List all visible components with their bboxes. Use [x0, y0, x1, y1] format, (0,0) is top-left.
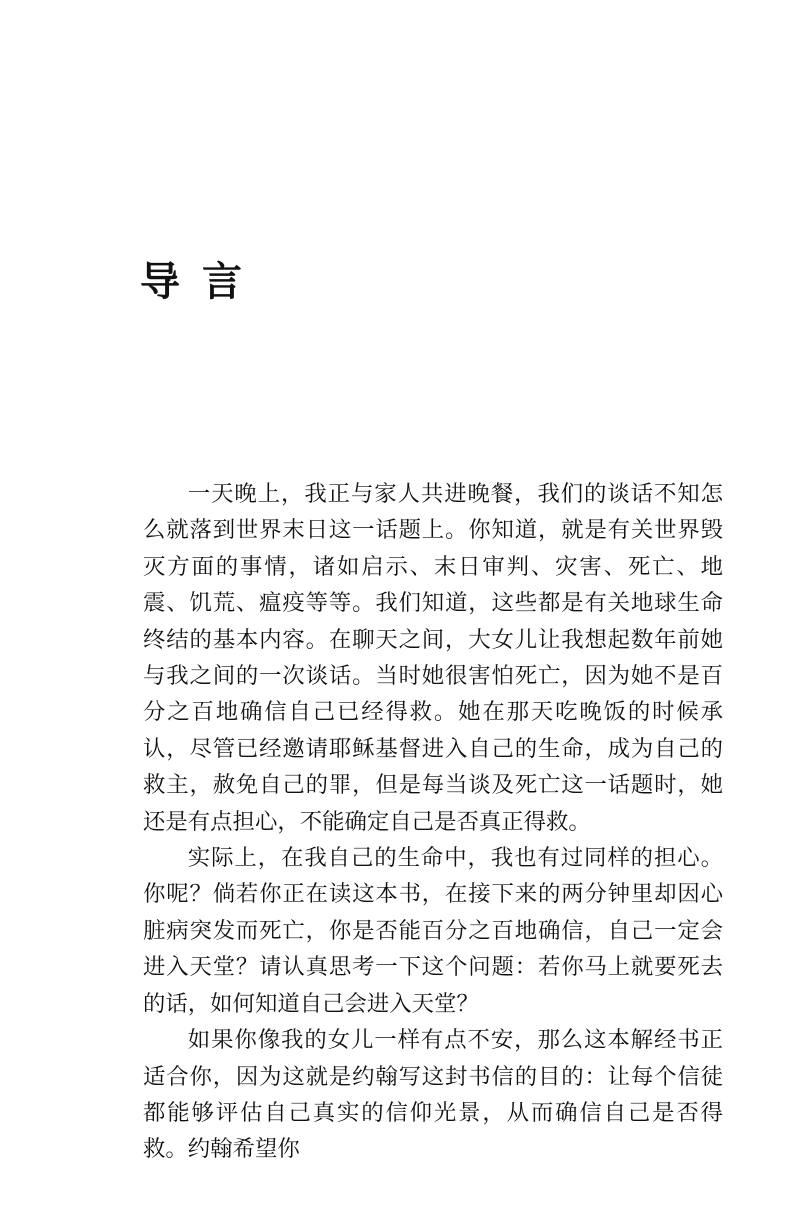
paragraph: 实际上，在我自己的生命中，我也有过同样的担心。你呢？倘若你正在读这本书，在接下来的两分钟里却因心脏病突发而死亡，你是否能百分之百地确信，自己一定会进入天堂？请认真思考一下这个问题：若你马上就要死去的话，如何知道自己会进入天堂？ — [143, 845, 723, 1017]
chapter-title: 导言 — [140, 259, 264, 305]
body-text — [143, 476, 723, 1168]
paragraph: 如果你像我的女儿一样有点不安，那么这本解经书正适合你，因为这就是约翰写这封书信的目的：让每个信徒都能够评估自己真实的信仰光景，从而确信自己是否得救。约翰希望你 — [143, 1027, 723, 1163]
paragraph: 一天晚上，我正与家人共进晚餐，我们的谈话不知怎么就落到世界末日这一话题上。你知道，就是有关世界毁灭方面的事情，诸如启示、末日审判、灾害、死亡、地震、饥荒、瘟疫等等。我们知道，这些都是有关地球生命终结的基本内容。在聊天之间，大女儿让我想起数年前她与我之间的一次谈话。当时她很害怕死亡，因为她不是百分之百地确信自己已经得救。她在那天吃晚饭的时候承认，尽管已经邀请耶稣基督进入自己的生命，成为自己的救主，赦免自己的罪，但是每当谈及死亡这一话题时，她还是有点担心，不能确定自己是否真正得救。 — [143, 481, 723, 835]
